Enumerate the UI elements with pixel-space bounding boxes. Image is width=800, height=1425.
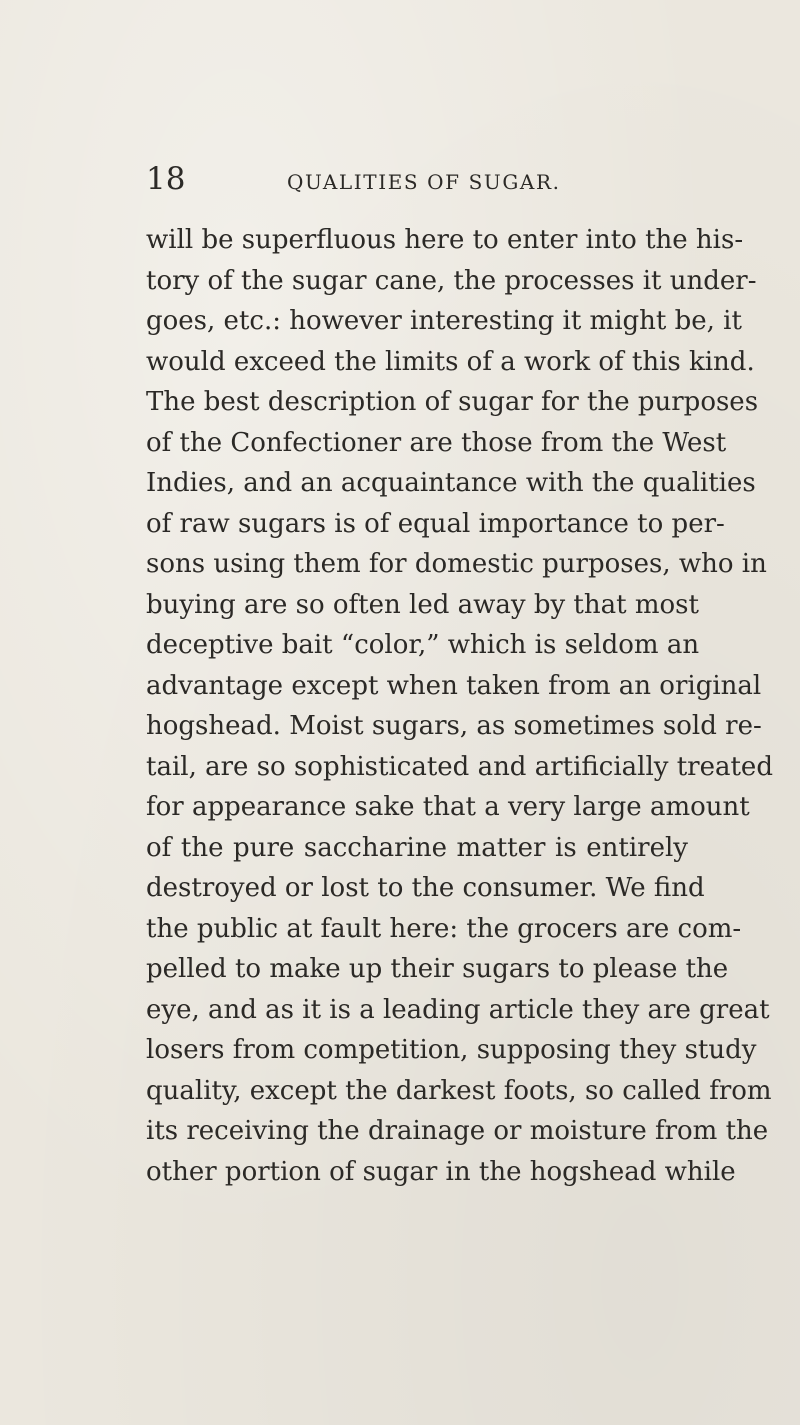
text-line: of the pure saccharine matter is entirely [146, 832, 688, 863]
text-line: will be superfluous here to enter into the his- [146, 225, 744, 255]
text-line: The best description of sugar for the purposes [146, 387, 759, 417]
text-line: sons using them for domestic purposes, who in [146, 549, 767, 579]
text-line: the public at fault here: the grocers are com- [146, 913, 742, 944]
page-number: 18 [146, 161, 186, 197]
text-line: of raw sugars is of equal importance to per- [146, 508, 725, 539]
text-line: deceptive bait “color,” which is seldom an [146, 630, 700, 660]
text-line: of the Confectioner are those from the West [146, 427, 727, 458]
text-line: tory of the sugar cane, the processes it under- [146, 265, 757, 296]
text-line: quality, except the darkest foots, so called from [146, 1075, 772, 1106]
text-line: losers from competition, supposing they study [146, 1035, 757, 1065]
text-line: goes, etc.: however interesting it might be, it [146, 306, 742, 336]
text-line: other portion of sugar in the hogshead while [146, 1156, 736, 1187]
text-line: advantage except when taken from an original [146, 670, 762, 701]
running-head: QUALITIES OF SUGAR. [287, 170, 561, 194]
text-line: Indies, and an acquaintance with the qualities [146, 468, 756, 498]
text-line: hogshead. Moist sugars, as sometimes sold re- [146, 711, 762, 741]
text-line: would exceed the limits of a work of this kind. [146, 346, 755, 377]
text-line: eye, and as it is a leading article they are great [146, 994, 770, 1025]
body-text [146, 220, 773, 1192]
text-line: pelled to make up their sugars to please the [146, 954, 729, 984]
text-line: its receiving the drainage or moisture from the [146, 1116, 769, 1146]
text-line: destroyed or lost to the consumer. We find [146, 873, 705, 903]
text-line: for appearance sake that a very large amount [146, 792, 750, 822]
text-line: buying are so often led away by that most [146, 589, 699, 620]
text-line: tail, are so sophisticated and artificially treated [146, 751, 773, 782]
